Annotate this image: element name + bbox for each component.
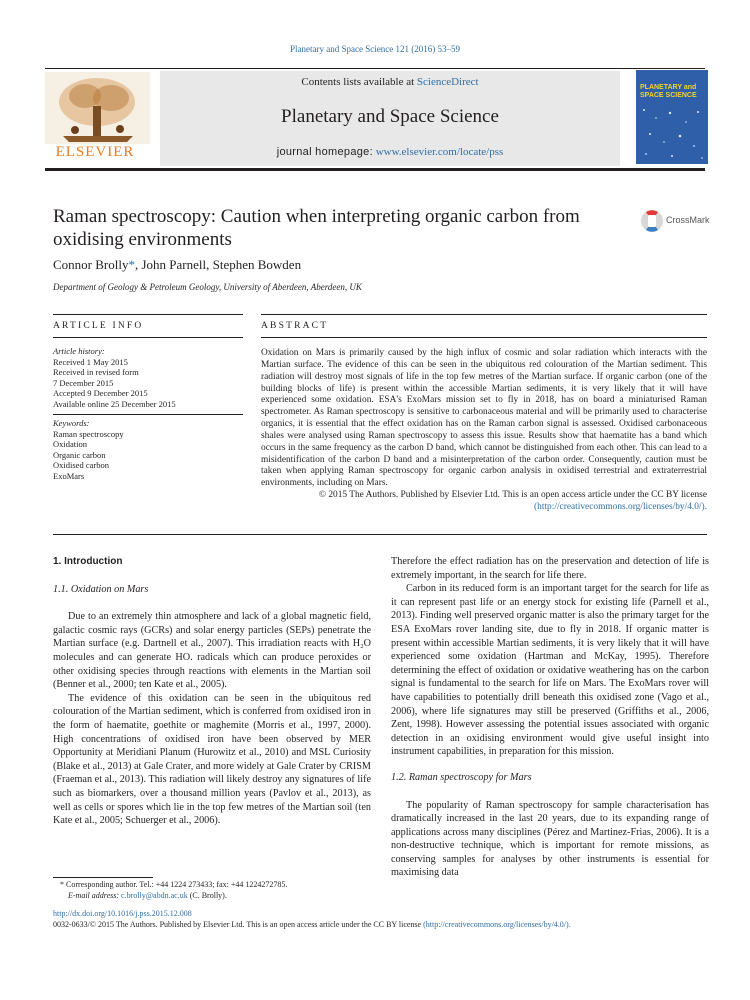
- copyright-text: © 2015 The Authors. Published by Elsevier Ltd. This is an open access article under the CC BY license: [318, 490, 707, 501]
- paragraph: Carbon in its reduced form is an important target for the search for life as it can represent past life or an energy stock for existing life (Parnell et al., 2013). Finding well preserved organic matter is also the primary target for the ESA ExoMars rover landing site, due to fly in 2018. If organic matter is present within accessible Martian sediments, it is very likely that it will have experienced some oxidation (Hartman and McKay, 1995). Therefore determining the effect of oxidation or oxidative weathering has on the carbon signal is fundamental to the search for life on Mars. The ExoMars rover will have capabilities to potentially drill beneath this oxidised zone (Vago et al., 2006), where life signatures may still be preserved (Griffiths et al., 2006, Zent, 1998). However assessing the potential issues associated with organic detection in an oxidising environment would give useful insight into instrument capabilities, in preparation for this mission.: [391, 583, 709, 758]
- license-link[interactable]: (http://creativecommons.org/licenses/by/4.0/).: [534, 501, 707, 512]
- left-column: [53, 555, 371, 828]
- contents-line: [160, 76, 620, 88]
- affiliation: Department of Geology & Petroleum Geology, University of Aberdeen, Aberdeen, UK: [53, 282, 362, 292]
- article-info-rule-mid: [53, 337, 243, 338]
- keyword: Oxidation: [53, 439, 87, 449]
- paragraph: The popularity of Raman spectroscopy for sample characterisation has dramatically increased in the last 20 years, due to its expanding range of applications across many disciplines (Pérez and Martinez-Frias, 2006). It is a non-destructive technique, which is important for remote missions, as conserving samples for analyses by other instruments is essential for maximising data: [391, 799, 709, 879]
- paragraph: Therefore the effect radiation has on the preservation and detection of life is extremely important, in the search for life there.: [391, 556, 709, 581]
- history-entry: Received 1 May 2015: [53, 356, 128, 367]
- section-heading-introduction: 1. Introduction: [53, 556, 123, 567]
- keyword: Oxidised carbon: [53, 460, 109, 470]
- abstract-heading: ABSTRACT: [261, 321, 329, 331]
- contents-prefix: Contents lists available at: [301, 76, 417, 88]
- email-link[interactable]: c.brolly@abdn.ac.uk: [121, 891, 188, 900]
- header-rule-top: [45, 68, 705, 69]
- keyword: Organic carbon: [53, 449, 106, 460]
- header-rule-bottom: [45, 168, 705, 171]
- star-field-icon: [636, 104, 708, 164]
- subsection-heading-oxidation: 1.1. Oxidation on Mars: [53, 583, 149, 595]
- abstract-copyright: [261, 490, 707, 514]
- author-list-rest: , John Parnell, Stephen Bowden: [134, 257, 302, 272]
- journal-cover: [636, 70, 708, 164]
- article-history: [53, 346, 243, 409]
- abstract-rule-bottom: [53, 534, 707, 535]
- paragraph: Due to an extremely thin atmosphere and lack of a global magnetic field, galactic cosmic rays (GCRs) and solar energy particles (SEPs) penetrate the Martian surface (e.g. Dartnell et al., 2007). This irradiation reacts with H₂O molecules and can generate HO. radicals which can produce peroxides or other oxidising species through reactions with elements in the Martian soil (Benner et al., 2000; ten Kate et al., 2005).: [53, 611, 371, 691]
- keywords-label: Keywords:: [53, 418, 90, 428]
- history-entry: 7 December 2015: [53, 377, 114, 388]
- author-list: [53, 257, 301, 273]
- journal-title: Planetary and Space Science: [281, 106, 499, 127]
- issn-line: [53, 919, 713, 930]
- email-line: [60, 890, 370, 901]
- bottom-matter: [53, 908, 713, 930]
- history-entry: Available online 25 December 2015: [53, 398, 176, 409]
- issn-text: 0032-0633/© 2015 The Authors. Published by Elsevier Ltd. This is an open access article under the CC BY license: [53, 920, 424, 929]
- corresponding-author-note: * Corresponding author. Tel.: +44 1224 273433; fax: +44 1224272785.: [60, 880, 288, 889]
- homepage-label: journal homepage:: [276, 146, 373, 158]
- footnote: [60, 879, 370, 901]
- crossmark-badge[interactable]: [640, 209, 710, 237]
- history-label: Article history:: [53, 346, 105, 356]
- article-info-rule-keywords: [53, 414, 243, 415]
- history-entry: Received in revised form: [53, 367, 139, 377]
- article-info-rule-top: [53, 314, 243, 315]
- abstract-text: Oxidation on Mars is primarily caused by the high influx of cosmic and solar radiation which interacts with the Martian surface. The evidence of this can be seen in the ubiquitous red colouration of the Martian sediment. This radiation will destroy most signals of life in the top few metres of the Martian surface. If organic carbon (one of the building blocks of life) is present within the accessible Martian sediments, it is very likely that it will have experienced some oxidation. ESA's ExoMars mission set to fly in 2018, has on board a miniaturised Raman spectrometer. As Raman spectroscopy is sensitive to carbonaceous material and will be primarily used to characterise organics, it is essential that the effect oxidation has on the Raman carbon signal is assessed. Oxidised carbonaceous shales were analysed using Raman spectroscopy to assess this issue. Results show that haematite has a band which occurs in the same frequency as the carbon D band, which cannot be distinguished from each other. This can lead to a misidentification of the carbon D band and a misinterpretation of the carbon order. Consequently, caution must be taken when applying Raman spectroscopy for organic carbon analysis in oxidised terrestrial and extraterrestrial environments, including on Mars.: [261, 348, 707, 489]
- publisher-name: ELSEVIER: [55, 144, 135, 160]
- right-column: [391, 555, 709, 880]
- abstract: [261, 348, 707, 514]
- author-name: Connor Brolly: [53, 257, 129, 272]
- corresponding-author-marker[interactable]: *: [128, 257, 135, 272]
- cover-title: PLANETARY and SPACE SCIENCE: [640, 84, 697, 99]
- crossmark-icon: [640, 209, 664, 233]
- footnote-rule: [53, 877, 153, 878]
- sciencedirect-link[interactable]: ScienceDirect: [416, 76, 479, 88]
- paragraph: The evidence of this oxidation can be seen in the ubiquitous red colouration of the Martian sediment, which is conferred from oxidised iron in the form of haematite, goethite or maghemite (Morris et al., 1997, 2000). High concentrations of oxidised iron have been observed by MER Opportunity at Meridiani Planum (Hurowitz et al., 2010) and MSL Curiosity (Blake et al., 2013) at Gale Crater, and more widely at Gale Crater by CRISM (Fraeman et al., 2013). This radiation will likely destroy any signatures of life such as biomarkers, over a thousand million years (Pavlov et al., 2013), as well as cells or spores which lie in the top few metres of the Martian soil (ten Kate et al., 2005; Schuerger et al., 2006).: [53, 692, 371, 827]
- history-entry: Accepted 9 December 2015: [53, 388, 148, 398]
- journal-homepage: [160, 146, 620, 158]
- elsevier-tree-icon: [45, 72, 150, 144]
- bottom-license-link[interactable]: (http://creativecommons.org/licenses/by/4.0/).: [423, 920, 571, 929]
- email-suffix: (C. Brolly).: [187, 891, 227, 900]
- doi-link[interactable]: http://dx.doi.org/10.1016/j.pss.2015.12.008: [53, 909, 192, 918]
- abstract-rule-mid: [261, 337, 707, 338]
- article-info-heading: ARTICLE INFO: [53, 321, 144, 331]
- keyword: Raman spectroscopy: [53, 428, 124, 439]
- homepage-link[interactable]: www.elsevier.com/locate/pss: [375, 146, 504, 158]
- keyword: ExoMars: [53, 470, 85, 481]
- abstract-rule-top: [261, 314, 707, 315]
- journal-reference[interactable]: Planetary and Space Science 121 (2016) 53–59: [290, 44, 460, 54]
- subsection-heading-raman: 1.2. Raman spectroscopy for Mars: [391, 771, 532, 783]
- article-title: Raman spectroscopy: Caution when interpreting organic carbon from oxidising environments: [53, 206, 580, 250]
- crossmark-label: CrossMark: [666, 215, 710, 225]
- email-label: E-mail address:: [68, 891, 122, 900]
- keywords: [53, 418, 243, 481]
